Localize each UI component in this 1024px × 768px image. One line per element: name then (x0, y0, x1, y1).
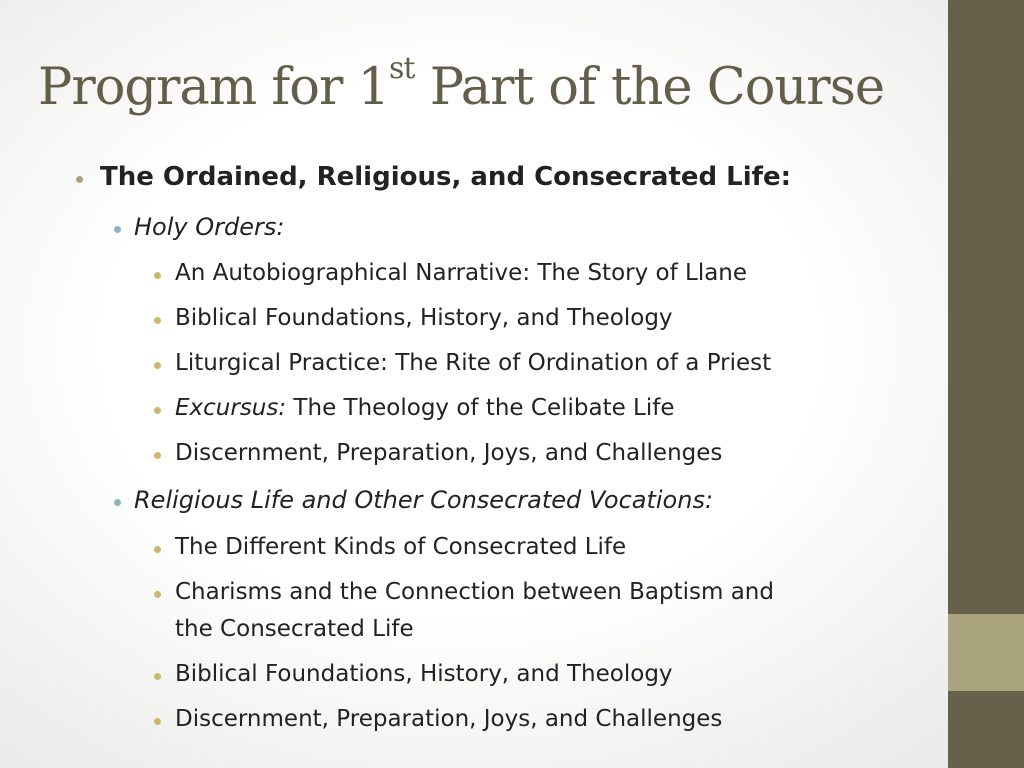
list-item: The Different Kinds of Consecrated Life (175, 534, 627, 560)
bullet-level3 (154, 272, 161, 279)
list-item: Discernment, Preparation, Joys, and Challenges (175, 440, 723, 466)
bullet-level1 (76, 176, 83, 183)
excursus-text: The Theology of the Celibate Life (286, 395, 675, 421)
bullet-level2 (114, 499, 121, 506)
subsection-holy-orders: Holy Orders: (134, 213, 285, 241)
bullet-level3 (154, 362, 161, 369)
bullet-level3 (154, 718, 161, 725)
list-item: Biblical Foundations, History, and Theology (175, 305, 673, 331)
subsection-religious-life: Religious Life and Other Consecrated Vocations: (134, 486, 714, 514)
bullet-level2 (114, 226, 121, 233)
list-item (175, 395, 675, 421)
list-item: An Autobiographical Narrative: The Story of Llane (175, 260, 748, 286)
excursus-label: Excursus: (175, 395, 287, 421)
bullet-level3 (154, 546, 161, 553)
title-main: Program for 1 (38, 58, 390, 117)
bullet-level3 (154, 452, 161, 459)
list-item: Discernment, Preparation, Joys, and Challenges (175, 706, 723, 732)
list-item: Liturgical Practice: The Rite of Ordination of a Priest (175, 350, 772, 376)
bullet-level3 (154, 673, 161, 680)
list-item-continuation: the Consecrated Life (175, 616, 414, 642)
slide-title (38, 51, 885, 117)
section-heading: The Ordained, Religious, and Consecrated Life: (100, 162, 791, 192)
title-rest: Part of the Course (414, 58, 885, 117)
sidebar-accent-block (948, 614, 1024, 691)
list-item: Biblical Foundations, History, and Theology (175, 661, 673, 687)
title-superscript: st (389, 51, 415, 86)
list-item: Charisms and the Connection between Baptism and (175, 579, 774, 605)
bullet-level3 (154, 591, 161, 598)
bullet-level3 (154, 317, 161, 324)
bullet-level3 (154, 407, 161, 414)
